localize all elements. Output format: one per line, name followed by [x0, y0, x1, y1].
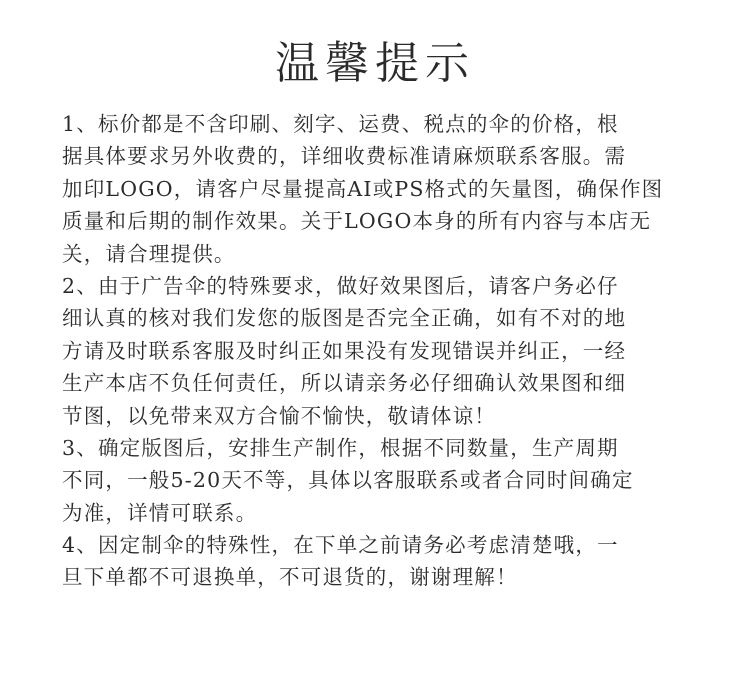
paragraph-line: 旦下单都不可退换单，不可退货的，谢谢理解！	[62, 565, 518, 590]
paragraph-line: 据具体要求另外收费的，详细收费标准请麻烦联系客服。需	[62, 144, 627, 169]
paragraph-line: 不同，一般5-20天不等，具体以客服联系或者合同时间确定	[62, 468, 634, 493]
paragraph-line: 节图，以免带来双方合愉不愉快，敬请体谅！	[62, 403, 496, 428]
paragraph-line: 加印LOGO，请客户尽量提高AI或PS格式的矢量图，确保作图	[62, 176, 664, 201]
paragraph-line: 关，请合理提供。	[62, 241, 236, 266]
paragraph-line: 1、标价都是不含印刷、刻字、运费、税点的伞的价格，根	[62, 112, 619, 136]
notice-body	[62, 108, 692, 594]
notice-paragraph-4	[62, 529, 692, 594]
paragraph-line: 方请及时联系客服及时纠正如果没有发现错误并纠正，一经	[62, 338, 627, 363]
notice-paragraph-1	[62, 108, 692, 270]
notice-paragraph-2	[62, 270, 692, 432]
paragraph-line: 为准，详情可联系。	[62, 500, 258, 525]
paragraph-line: 3、确定版图后，安排生产制作，根据不同数量，生产周期	[62, 435, 619, 460]
notice-paragraph-3	[62, 432, 692, 529]
paragraph-line: 2、由于广告伞的特殊要求，做好效果图后，请客户务必仔	[62, 273, 619, 298]
paragraph-line: 生产本店不负任何责任，所以请亲务必仔细确认效果图和细	[62, 371, 627, 396]
paragraph-line: 4、因定制伞的特殊性，在下单之前请务必考虑清楚哦，一	[62, 533, 619, 558]
paragraph-line: 质量和后期的制作效果。关于LOGO本身的所有内容与本店无	[62, 209, 652, 234]
paragraph-line: 细认真的核对我们发您的版图是否完全正确，如有不对的地	[62, 306, 627, 331]
notice-title: 温馨提示	[275, 38, 475, 89]
